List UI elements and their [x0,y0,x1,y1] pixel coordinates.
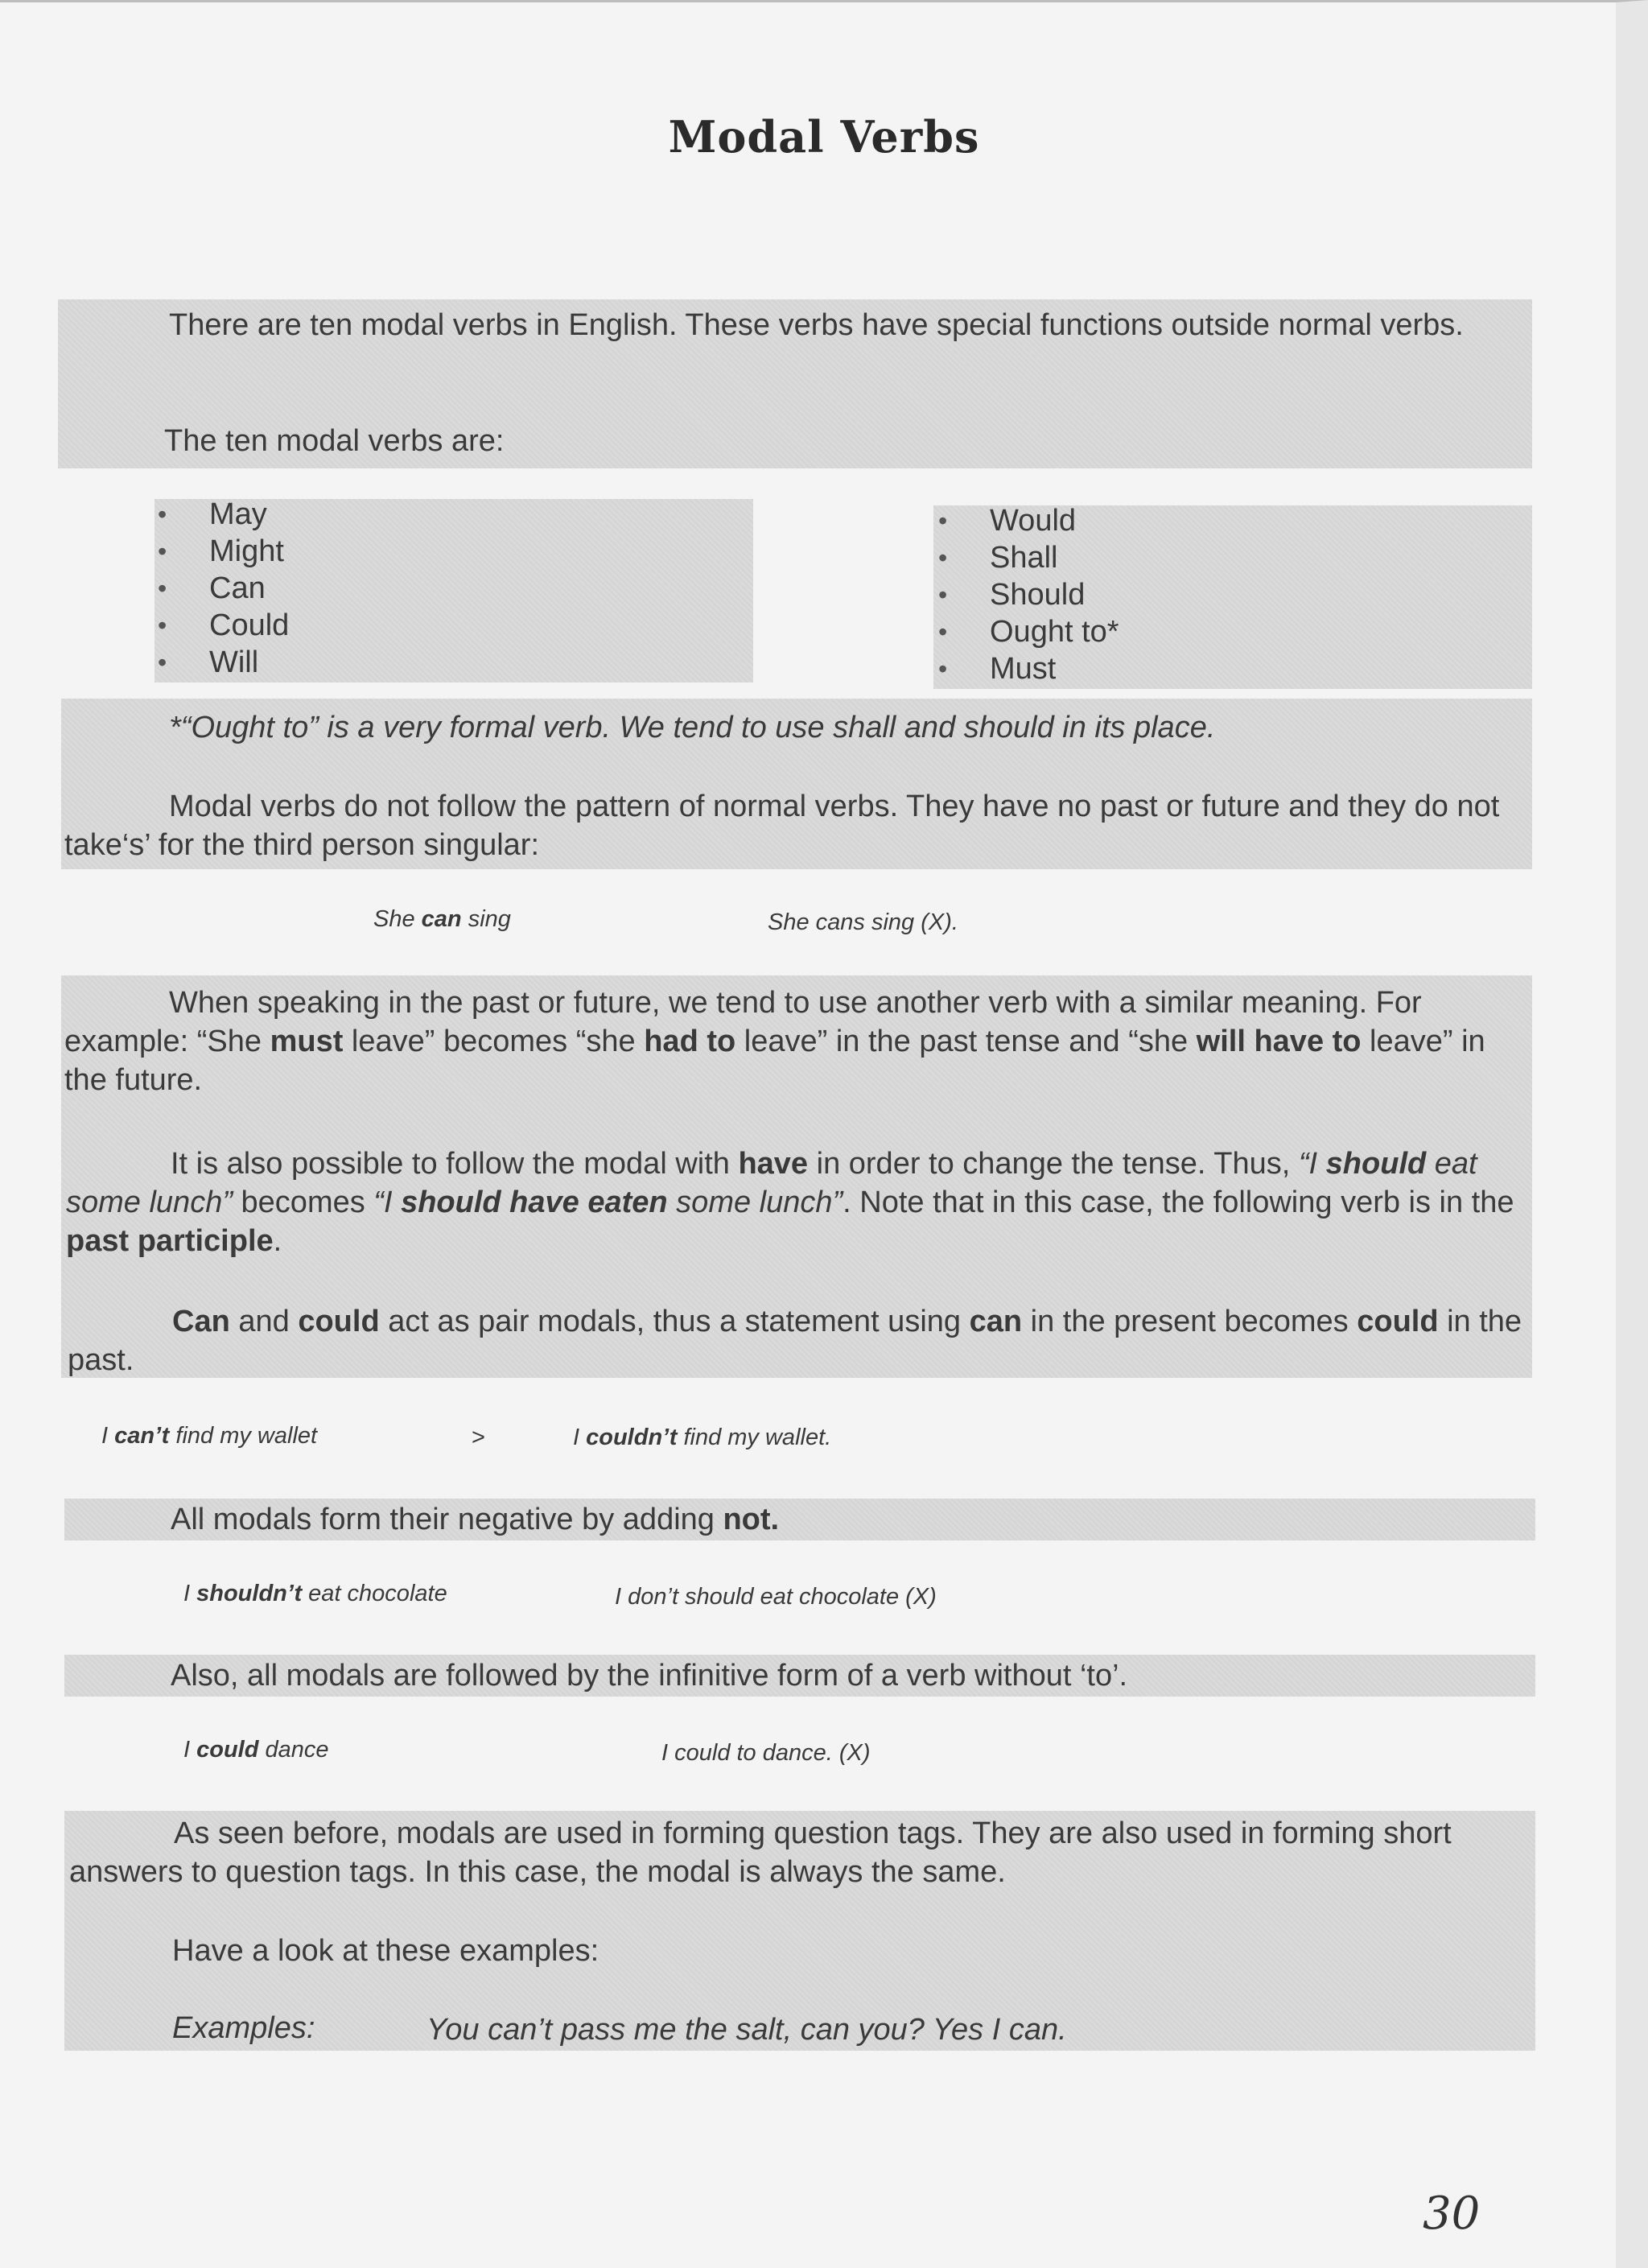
example-dont-should-wrong: I don’t should eat chocolate (X) [615,1584,937,1610]
have-tense-paragraph: It is also possible to follow the modal with have in order to change the tense. Thus, “I should eat some lunch” becomes “I should have eaten some lunch”. Note that in this case, the following verb is in the past participle. [66,1147,1514,1258]
list-item: • Might [158,533,289,570]
intro-list-heading: The ten modal verbs are: [164,424,505,458]
example-can-sing: She can sing [373,906,511,932]
page-title: Modal Verbs [668,111,980,163]
examples-label: Examples: [172,2011,315,2045]
list-item: • Would [938,502,1119,539]
list-item: • Will [158,644,289,681]
list-item: • Could [158,607,289,644]
example-cans-sing-wrong: She cans sing (X). [768,909,958,935]
infinitive-paragraph: Also, all modals are followed by the infinitive form of a verb without ‘to’. [171,1659,1128,1693]
list-item: • Must [938,650,1119,687]
ought-to-note: *“Ought to” is a very formal verb. We tend to use shall and should in its place. [169,711,1216,744]
example-could-dance: I could dance [183,1737,329,1763]
pattern-paragraph: Modal verbs do not follow the pattern of normal verbs. They have no past or future and they do not take‘s’ for the third person singular: [64,790,1500,862]
example-shouldnt-eat: I shouldn’t eat chocolate [183,1581,447,1606]
list-item: • Shall [938,539,1119,576]
modal-list-left [158,496,289,681]
question-tags-paragraph: As seen before, modals are used in forming question tags. They are also used in forming short answers to question tags. In this case, the modal is always the same. [69,1816,1452,1889]
intro-paragraph: There are ten modal verbs in English. These verbs have special functions outside normal verbs. [169,308,1464,342]
list-item: • May [158,496,289,533]
can-could-paragraph: Can and could act as pair modals, thus a statement using can in the present becomes could in the past. [68,1305,1522,1377]
modal-list-right [938,502,1119,687]
past-future-paragraph: When speaking in the past or future, we tend to use another verb with a similar meaning. For example: “She must leave” becomes “she had to leave” in the past tense and “she will have to leave” in the future. [64,986,1485,1097]
example-could-to-dance-wrong: I could to dance. (X) [661,1740,871,1766]
list-item: • Should [938,576,1119,613]
negative-paragraph: All modals form their negative by adding not. [171,1503,780,1536]
examples-text: You can’t pass me the salt, can you? Yes I can. [426,2013,1067,2047]
example-cant-find: I can’t find my wallet [101,1423,318,1449]
list-item: • Can [158,570,289,607]
list-item: • Ought to* [938,613,1119,650]
examples-intro: Have a look at these examples: [172,1934,599,1968]
example-couldnt-find: I couldn’t find my wallet. [573,1425,832,1450]
example-arrow: > [472,1425,485,1450]
page-number: 30 [1423,2188,1481,2240]
